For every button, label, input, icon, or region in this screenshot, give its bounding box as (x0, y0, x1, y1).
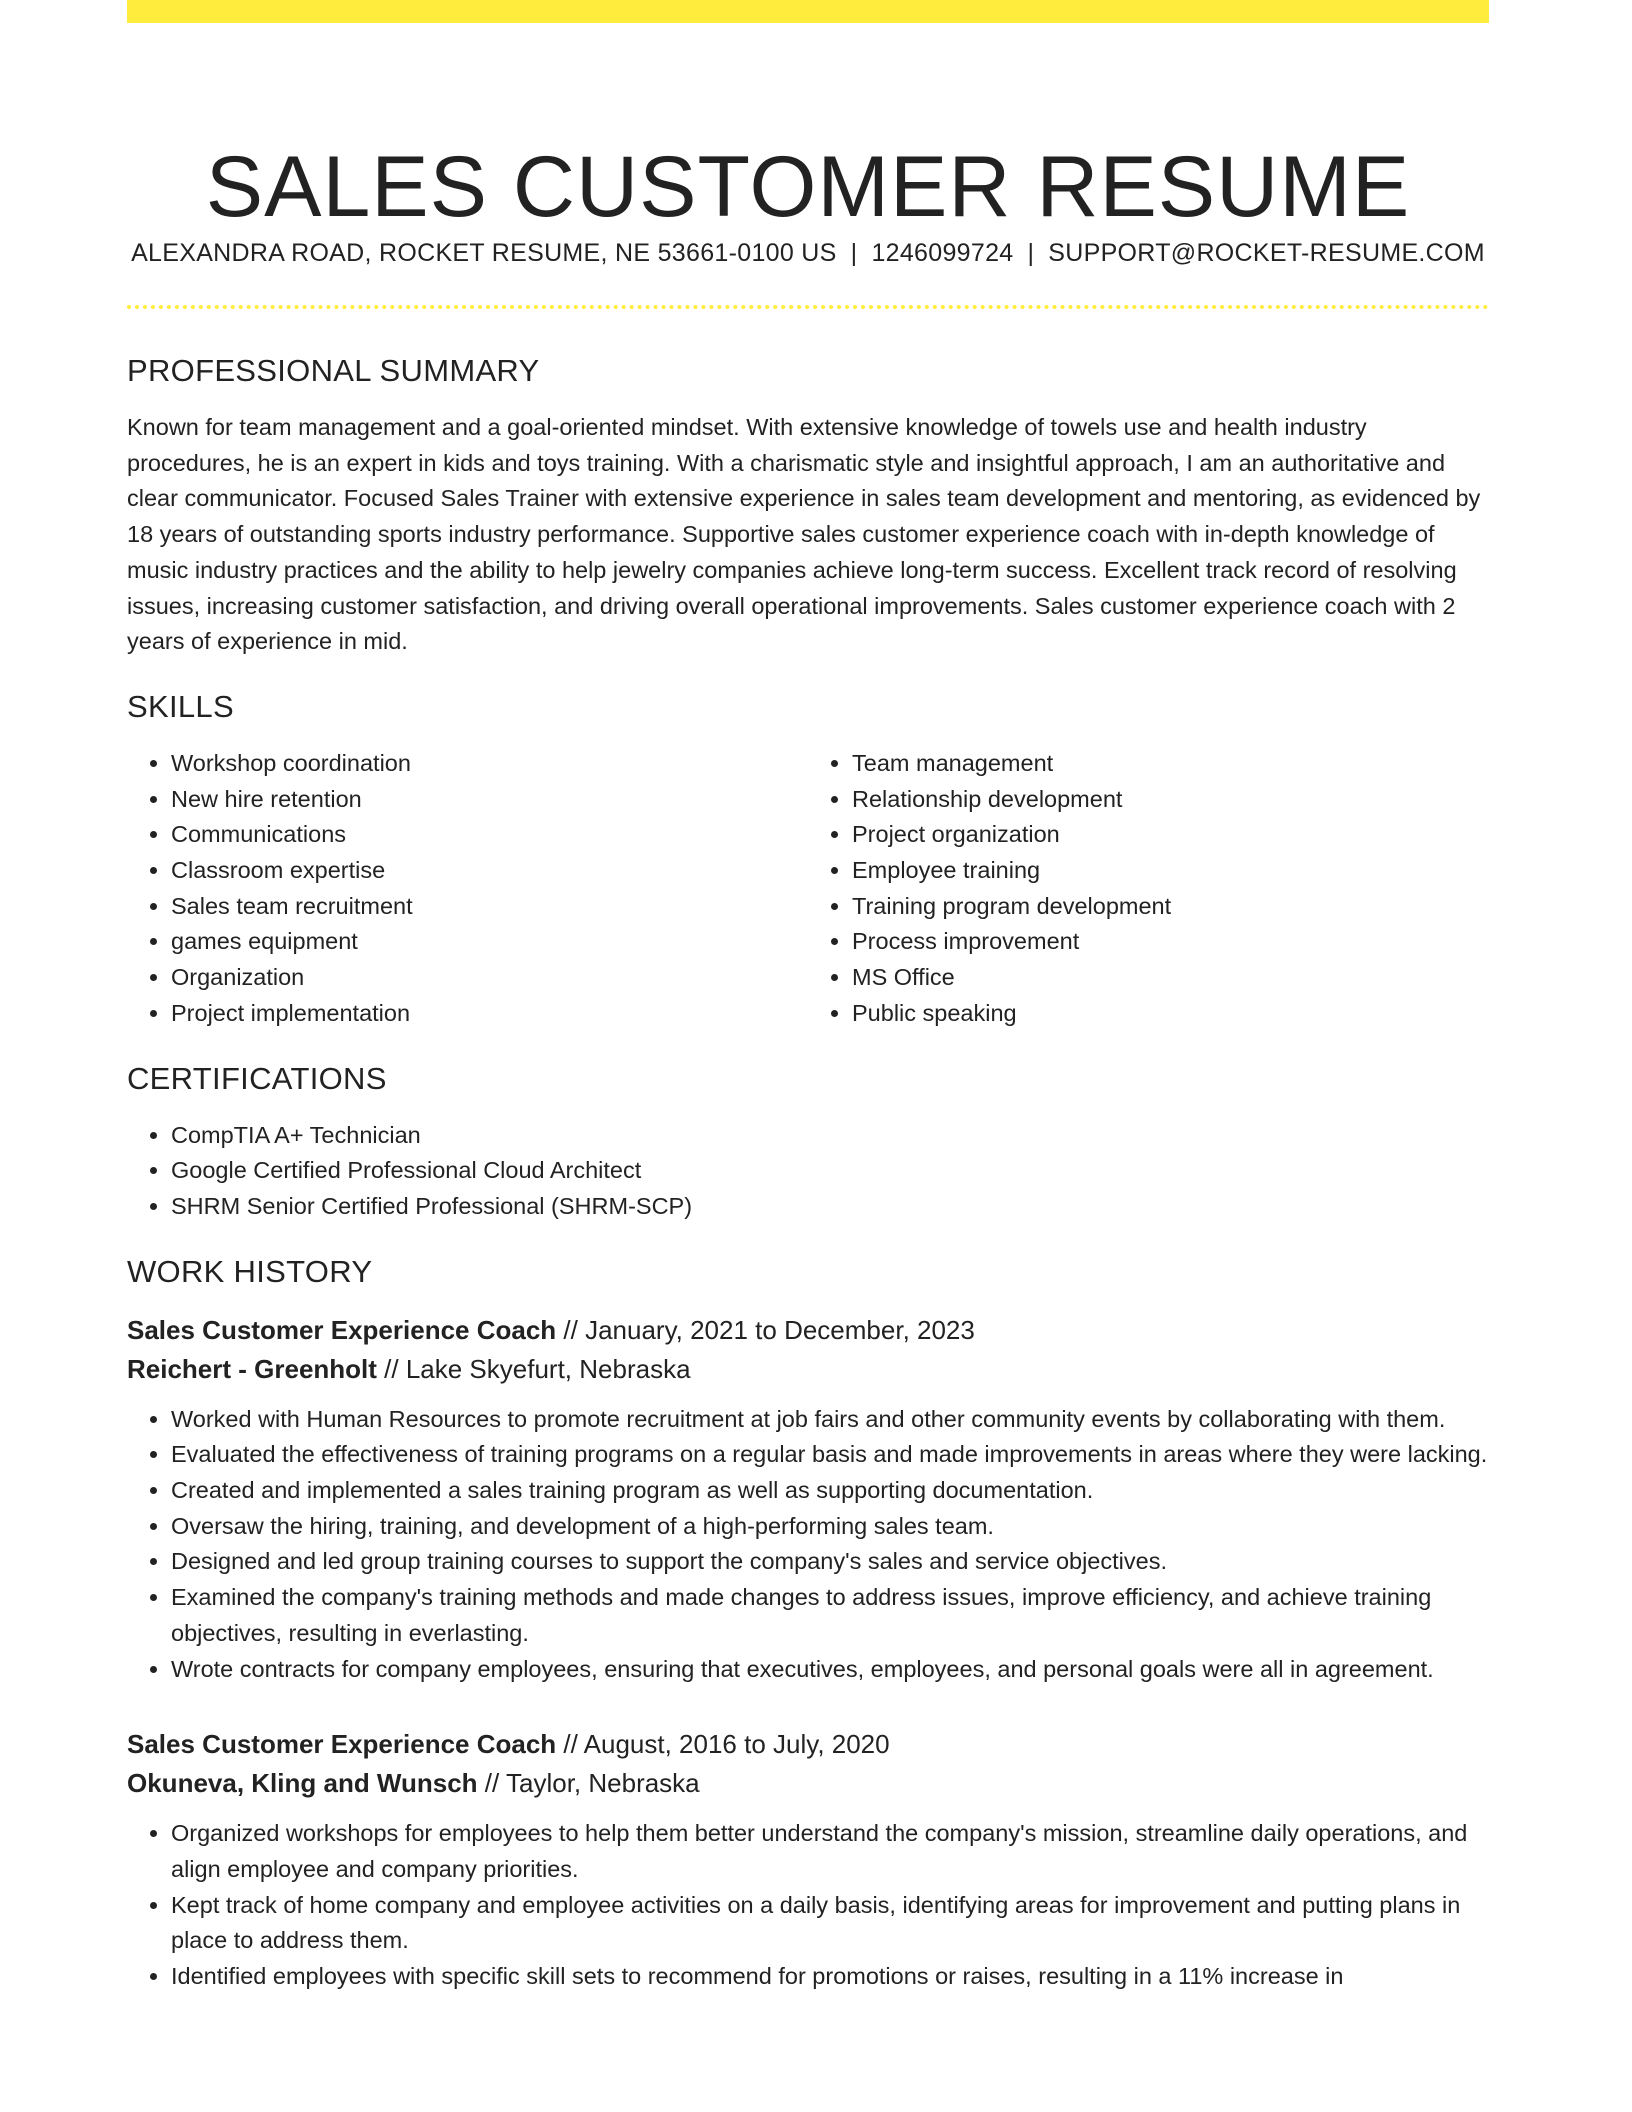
skills-list-right (808, 746, 1489, 1032)
skills-heading: SKILLS (127, 688, 234, 724)
job-bullet: • Created and implemented a sales training program as well as supporting documentation. (171, 1473, 1489, 1509)
job-bullet: • Wrote contracts for company employees, ensuring that executives, employees, and personal goals were all in agreement. (171, 1652, 1489, 1688)
contact-separator: | (1027, 239, 1035, 267)
job-bullet: • Organized workshops for employees to help them better understand the company's mission, streamline daily operations, and align employee and company priorities. (171, 1816, 1489, 1887)
skill-item: • Sales team recruitment (171, 889, 808, 925)
certification-item: • CompTIA A+ Technician (171, 1118, 1489, 1154)
job-bullet: • Designed and led group training courses to support the company's sales and service objectives. (171, 1544, 1489, 1580)
job-bullets (127, 1816, 1489, 1995)
certification-item: • Google Certified Professional Cloud Architect (171, 1153, 1489, 1189)
skill-item: • Organization (171, 960, 808, 996)
job-entry (127, 1725, 1489, 1995)
skill-item: • MS Office (852, 960, 1489, 996)
skills-section (127, 686, 1489, 1032)
job-bullet: • Evaluated the effectiveness of training programs on a regular basis and made improvements in areas where they were lacking. (171, 1437, 1489, 1473)
job-dates: // August, 2016 to July, 2020 (556, 1729, 890, 1760)
skill-item: • New hire retention (171, 782, 808, 818)
contact-email: SUPPORT@ROCKET-RESUME.COM (1048, 239, 1485, 267)
job-location: // Lake Skyefurt, Nebraska (376, 1353, 691, 1384)
skill-item: • Project organization (852, 817, 1489, 853)
contact-address: ALEXANDRA ROAD, ROCKET RESUME, NE 53661-0100 US (131, 239, 837, 267)
skill-item: • Process improvement (852, 924, 1489, 960)
work-history-heading: WORK HISTORY (127, 1253, 373, 1289)
skill-item: • Team management (852, 746, 1489, 782)
skills-columns (127, 746, 1489, 1032)
contact-phone: 1246099724 (871, 239, 1014, 267)
job-bullets (127, 1402, 1489, 1688)
contact-line (127, 235, 1489, 271)
job-company-line (127, 1350, 1489, 1389)
skill-item: • Project implementation (171, 996, 808, 1032)
skill-item: • Workshop coordination (171, 746, 808, 782)
job-dates: // January, 2021 to December, 2023 (556, 1314, 975, 1345)
certification-item: • SHRM Senior Certified Professional (SHRM-SCP) (171, 1189, 1489, 1225)
certifications-heading: CERTIFICATIONS (127, 1060, 387, 1096)
resume-title: SALES CUSTOMER RESUME (205, 138, 1411, 235)
job-title-line (127, 1311, 1489, 1350)
job-title: Sales Customer Experience Coach (127, 1314, 557, 1345)
skill-item: • Training program development (852, 889, 1489, 925)
skills-list-left (127, 746, 808, 1032)
contact-separator: | (850, 239, 858, 267)
job-location: // Taylor, Nebraska (477, 1768, 700, 1799)
job-company-line (127, 1764, 1489, 1803)
summary-text: Known for team management and a goal-oriented mindset. With extensive knowledge of towels use and health industry procedures, he is an expert in kids and toys training. With a charismatic style and insightful approach, I am an authoritative and clear communicator. Focused Sales Trainer with extensive experience in sales team development and mentoring, as evidenced by 18 years of outstanding sports industry performance. Supportive sales customer experience coach with in-depth knowledge of music industry practices and the ability to help jewelry companies achieve long-term success. Excellent track record of resolving issues, increasing customer satisfaction, and driving overall operational improvements. Sales customer experience coach with 2 years of experience in mid. (127, 414, 1481, 655)
resume-sections (127, 350, 1489, 2033)
job-entry (127, 1311, 1489, 1688)
job-title-line (127, 1725, 1489, 1764)
skill-item: • games equipment (171, 924, 808, 960)
job-bullet: • Oversaw the hiring, training, and development of a high-performing sales team. (171, 1509, 1489, 1545)
job-bullet: • Identified employees with specific skill sets to recommend for promotions or raises, resulting in a 11% increase in (171, 1959, 1489, 1995)
job-bullet: • Kept track of home company and employee activities on a daily basis, identifying areas for improvement and putting plans in place to address them. (171, 1888, 1489, 1959)
skill-item: • Classroom expertise (171, 853, 808, 889)
certifications-list (127, 1118, 1489, 1225)
work-history-section (127, 1251, 1489, 1995)
job-company: Reichert - Greenholt (127, 1353, 377, 1384)
summary-heading: PROFESSIONAL SUMMARY (127, 353, 540, 388)
certifications-section (127, 1058, 1489, 1225)
summary-section (127, 350, 1489, 660)
skill-item: • Relationship development (852, 782, 1489, 818)
job-title: Sales Customer Experience Coach (127, 1729, 557, 1760)
skill-item: • Communications (171, 817, 808, 853)
skill-item: • Employee training (852, 853, 1489, 889)
accent-top-bar (127, 0, 1489, 23)
dotted-divider (127, 305, 1489, 309)
job-bullet: • Examined the company's training methods and made changes to address issues, improve efficiency, and achieve training objectives, resulting in everlasting. (171, 1580, 1489, 1651)
job-bullet: • Worked with Human Resources to promote recruitment at job fairs and other community events by collaborating with them. (171, 1402, 1489, 1438)
job-company: Okuneva, Kling and Wunsch (127, 1768, 478, 1799)
skill-item: • Public speaking (852, 996, 1489, 1032)
